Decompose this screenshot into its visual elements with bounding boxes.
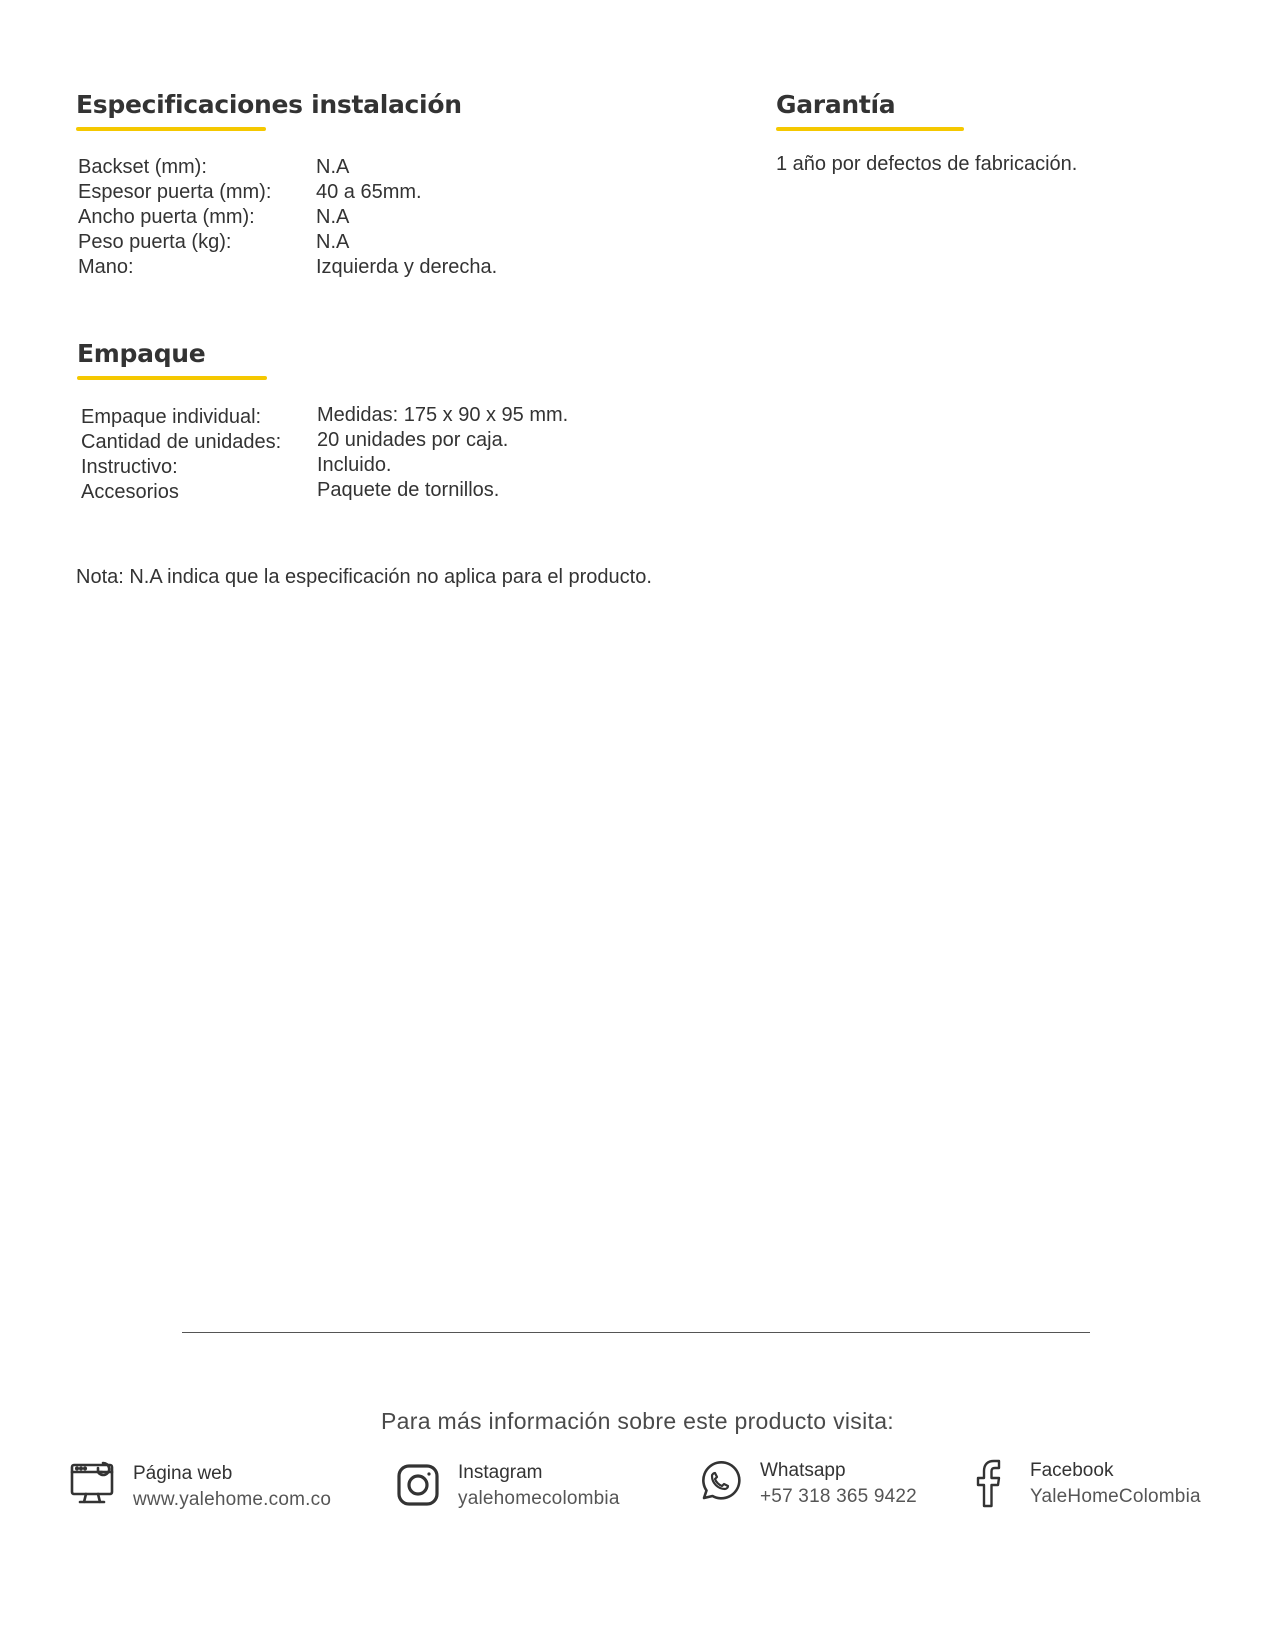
spec-label: Peso puerta (kg): <box>78 231 232 253</box>
spec-value: Izquierda y derecha. <box>316 256 498 278</box>
spec-row-backset <box>78 155 638 180</box>
spec-value: 40 a 65mm. <box>316 181 422 203</box>
spec-value: N.A <box>316 231 350 253</box>
contact-website-url[interactable]: www.yalehome.com.co <box>133 1489 332 1510</box>
packaging-heading: Empaque <box>77 339 206 368</box>
spec-row-door-width <box>78 205 638 230</box>
spec-row-individual-package <box>81 403 641 428</box>
footer-title: Para más información sobre este producto visita: <box>381 1408 894 1434</box>
spec-row-handing <box>78 255 638 280</box>
installation-heading: Especificaciones instalación <box>76 90 462 119</box>
warranty-heading-underline <box>776 127 964 131</box>
web-monitor-icon <box>70 1460 116 1511</box>
contact-whatsapp-label: Whatsapp <box>760 1460 846 1481</box>
warranty-heading: Garantía <box>776 90 896 119</box>
spec-label: Backset (mm): <box>78 156 207 178</box>
contact-website[interactable] <box>70 1460 360 1520</box>
spec-row-unit-quantity <box>81 428 641 453</box>
contact-instagram-label: Instagram <box>458 1462 543 1483</box>
contact-facebook[interactable] <box>973 1460 1233 1520</box>
spec-value: N.A <box>316 156 350 178</box>
warranty-text: 1 año por defectos de fabricación. <box>776 153 1078 175</box>
spec-label: Instructivo: <box>81 456 178 478</box>
contact-facebook-label: Facebook <box>1030 1460 1114 1481</box>
spec-label: Espesor puerta (mm): <box>78 181 272 203</box>
contact-instagram-handle[interactable]: yalehomecolombia <box>458 1488 620 1509</box>
spec-label: Accesorios <box>81 481 179 503</box>
note-text: Nota: N.A indica que la especificación no aplica para el producto. <box>76 566 652 588</box>
spec-row-instructions <box>81 453 641 478</box>
facebook-icon <box>973 1458 1003 1513</box>
spec-value: 20 unidades por caja. <box>317 429 509 451</box>
footer-divider <box>182 1332 1090 1333</box>
contact-instagram[interactable] <box>396 1460 656 1520</box>
installation-heading-underline <box>76 127 266 131</box>
installation-spec-table <box>78 155 638 280</box>
contact-whatsapp-number[interactable]: +57 318 365 9422 <box>760 1486 917 1507</box>
spec-label: Ancho puerta (mm): <box>78 206 255 228</box>
spec-row-accessories <box>81 478 641 503</box>
spec-row-door-thickness <box>78 180 638 205</box>
spec-value: Medidas: 175 x 90 x 95 mm. <box>317 404 569 426</box>
spec-label: Cantidad de unidades: <box>81 431 282 453</box>
contact-website-label: Página web <box>133 1463 233 1484</box>
spec-row-door-weight <box>78 230 638 255</box>
spec-value: N.A <box>316 206 350 228</box>
contact-facebook-page[interactable]: YaleHomeColombia <box>1030 1486 1201 1507</box>
spec-label: Empaque individual: <box>81 406 262 428</box>
instagram-icon <box>396 1463 440 1512</box>
packaging-heading-underline <box>77 376 267 380</box>
spec-value: Incluido. <box>317 454 392 476</box>
whatsapp-icon <box>696 1461 742 1512</box>
packaging-spec-table <box>81 403 641 503</box>
contact-whatsapp[interactable] <box>696 1460 956 1520</box>
spec-value: Paquete de tornillos. <box>317 479 500 501</box>
spec-label: Mano: <box>78 256 134 278</box>
